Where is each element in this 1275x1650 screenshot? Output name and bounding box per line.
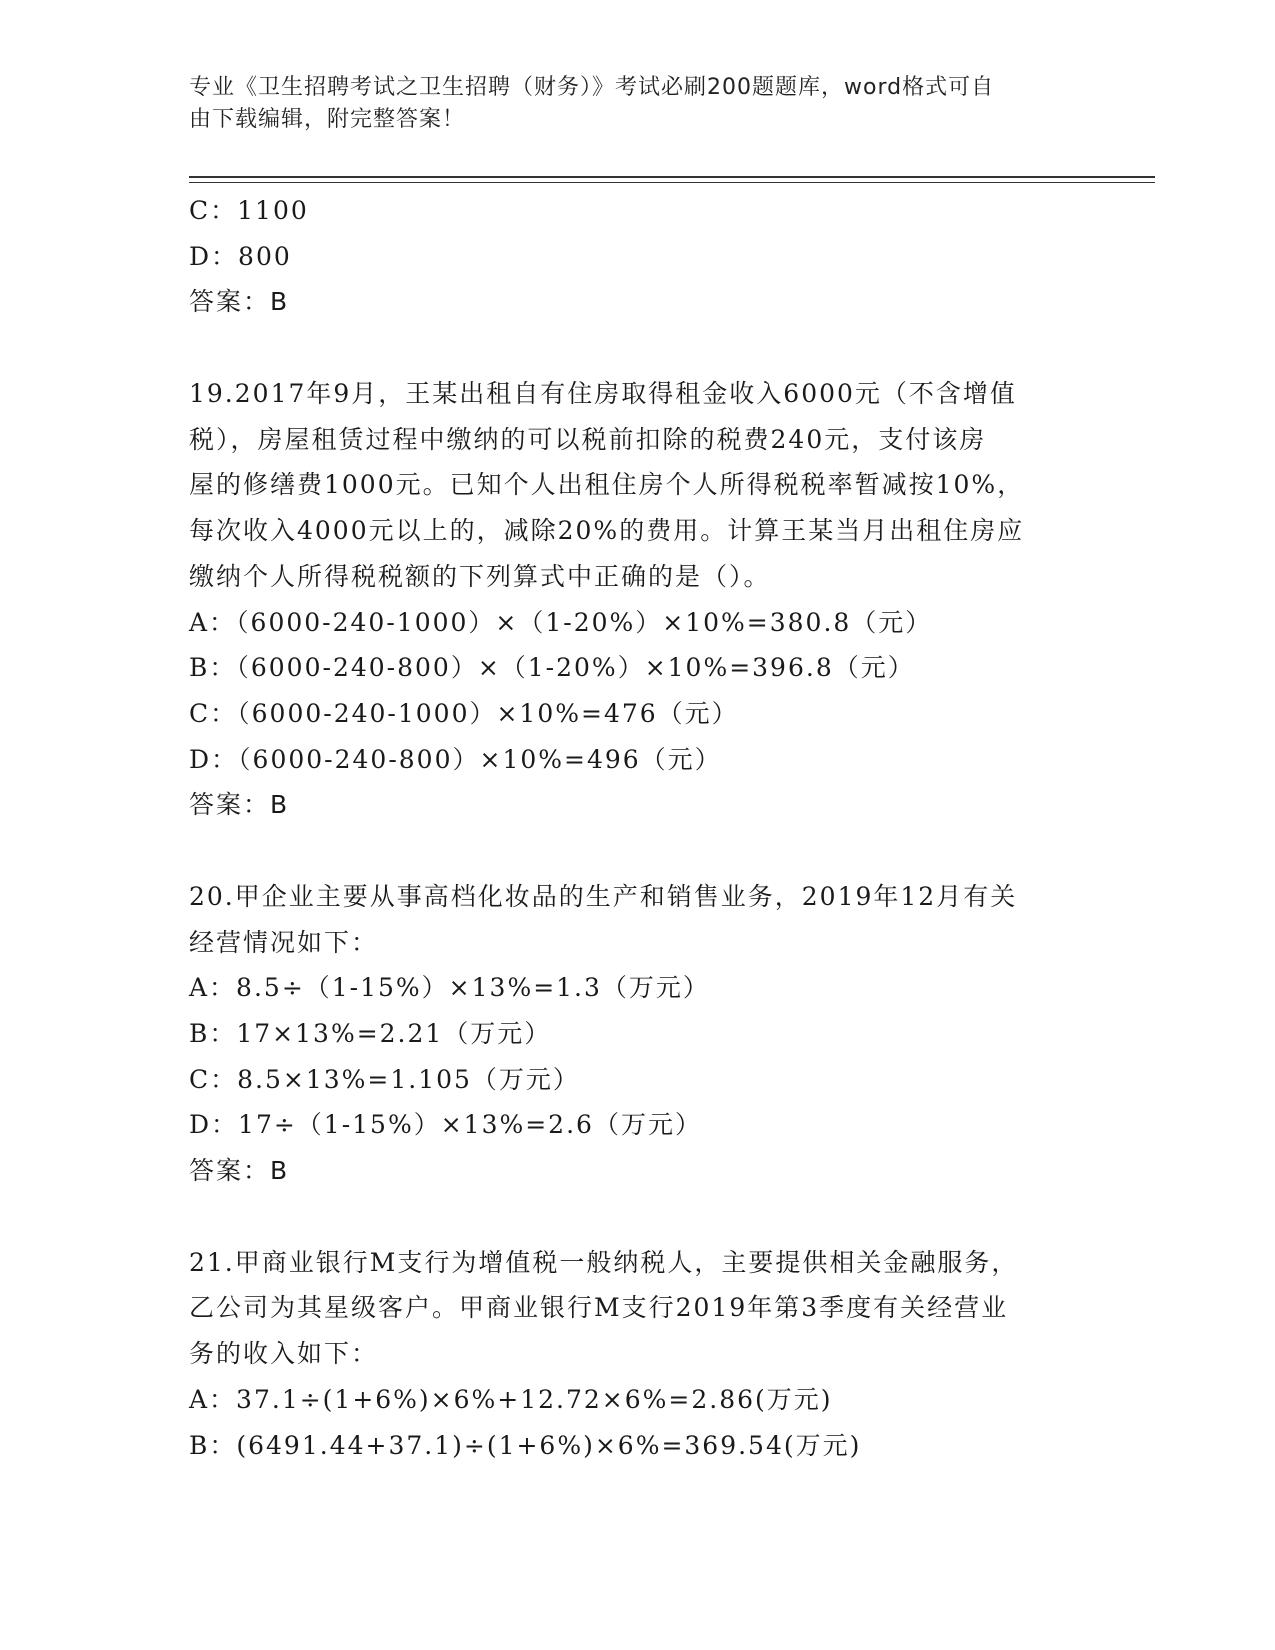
question-stem-line: 每次收入4000元以上的，减除20%的费用。计算王某当月出租住房应 — [189, 516, 1025, 546]
question-stem-line: 19.2017年9月，王某出租自有住房取得租金收入6000元（不含增值 — [189, 379, 1017, 409]
question-19 — [189, 371, 1089, 828]
option-d: D：（6000-240-800）×10%=496（元） — [189, 744, 722, 774]
header-line-2: 由下载编辑，附完整答案！ — [189, 107, 466, 132]
option-b: B：(6491.44+37.1)÷(1+6%)×6%=369.54(万元) — [189, 1430, 862, 1460]
document-body — [189, 188, 1089, 1468]
answer-line: 答案：B — [189, 790, 290, 820]
question-stem-line: 21.甲商业银行M支行为增值税一般纳税人，主要提供相关金融服务， — [189, 1247, 1019, 1277]
option-d: D：17÷（1-15%）×13%=2.6（万元） — [189, 1110, 702, 1140]
question-stem-line: 20.甲企业主要从事高档化妆品的生产和销售业务，2019年12月有关 — [189, 881, 1018, 911]
document-header — [189, 72, 1089, 136]
question-stem-line: 经营情况如下： — [189, 927, 379, 957]
option-b: B：（6000-240-800）×（1-20%）×10%=396.8（元） — [189, 653, 915, 683]
option-c: C：（6000-240-1000）×10%=476（元） — [189, 698, 739, 728]
header-line-1: 专业《卫生招聘考试之卫生招聘（财务）》考试必刷200题题库，word格式可自 — [189, 75, 995, 100]
spacer — [189, 1194, 1089, 1240]
answer-line: 答案：B — [189, 287, 290, 317]
option-c: C：1100 — [189, 196, 309, 225]
answer-line: 答案：B — [189, 1156, 290, 1186]
option-b: B：17×13%=2.21（万元） — [189, 1019, 552, 1048]
spacer — [189, 325, 1089, 371]
spacer — [189, 828, 1089, 874]
question-stem-line: 乙公司为其星级客户。甲商业银行M支行2019年第3季度有关经营业 — [189, 1293, 1009, 1323]
option-a: A：8.5÷（1-15%）×13%=1.3（万元） — [189, 973, 710, 1003]
option-d: D：800 — [189, 241, 292, 271]
question-stem-line: 务的收入如下： — [189, 1339, 379, 1369]
option-c: C：8.5×13%=1.105（万元） — [189, 1064, 580, 1094]
previous-question-tail — [189, 188, 1089, 325]
question-stem-line: 屋的修缮费1000元。已知个人出租住房个人所得税税率暂减按10%， — [189, 470, 1025, 500]
header-divider-thick — [189, 176, 1155, 178]
question-stem-line: 税），房屋租赁过程中缴纳的可以税前扣除的税费240元，支付该房 — [189, 424, 987, 454]
question-stem-line: 缴纳个人所得税税额的下列算式中正确的是（）。 — [189, 561, 771, 591]
option-a: A：（6000-240-1000）×（1-20%）×10%=380.8（元） — [189, 607, 933, 637]
header-divider-thin — [189, 182, 1155, 183]
option-a: A：37.1÷(1+6%)×6%+12.72×6%=2.86(万元) — [189, 1384, 833, 1414]
question-21 — [189, 1240, 1089, 1468]
question-20 — [189, 874, 1089, 1194]
